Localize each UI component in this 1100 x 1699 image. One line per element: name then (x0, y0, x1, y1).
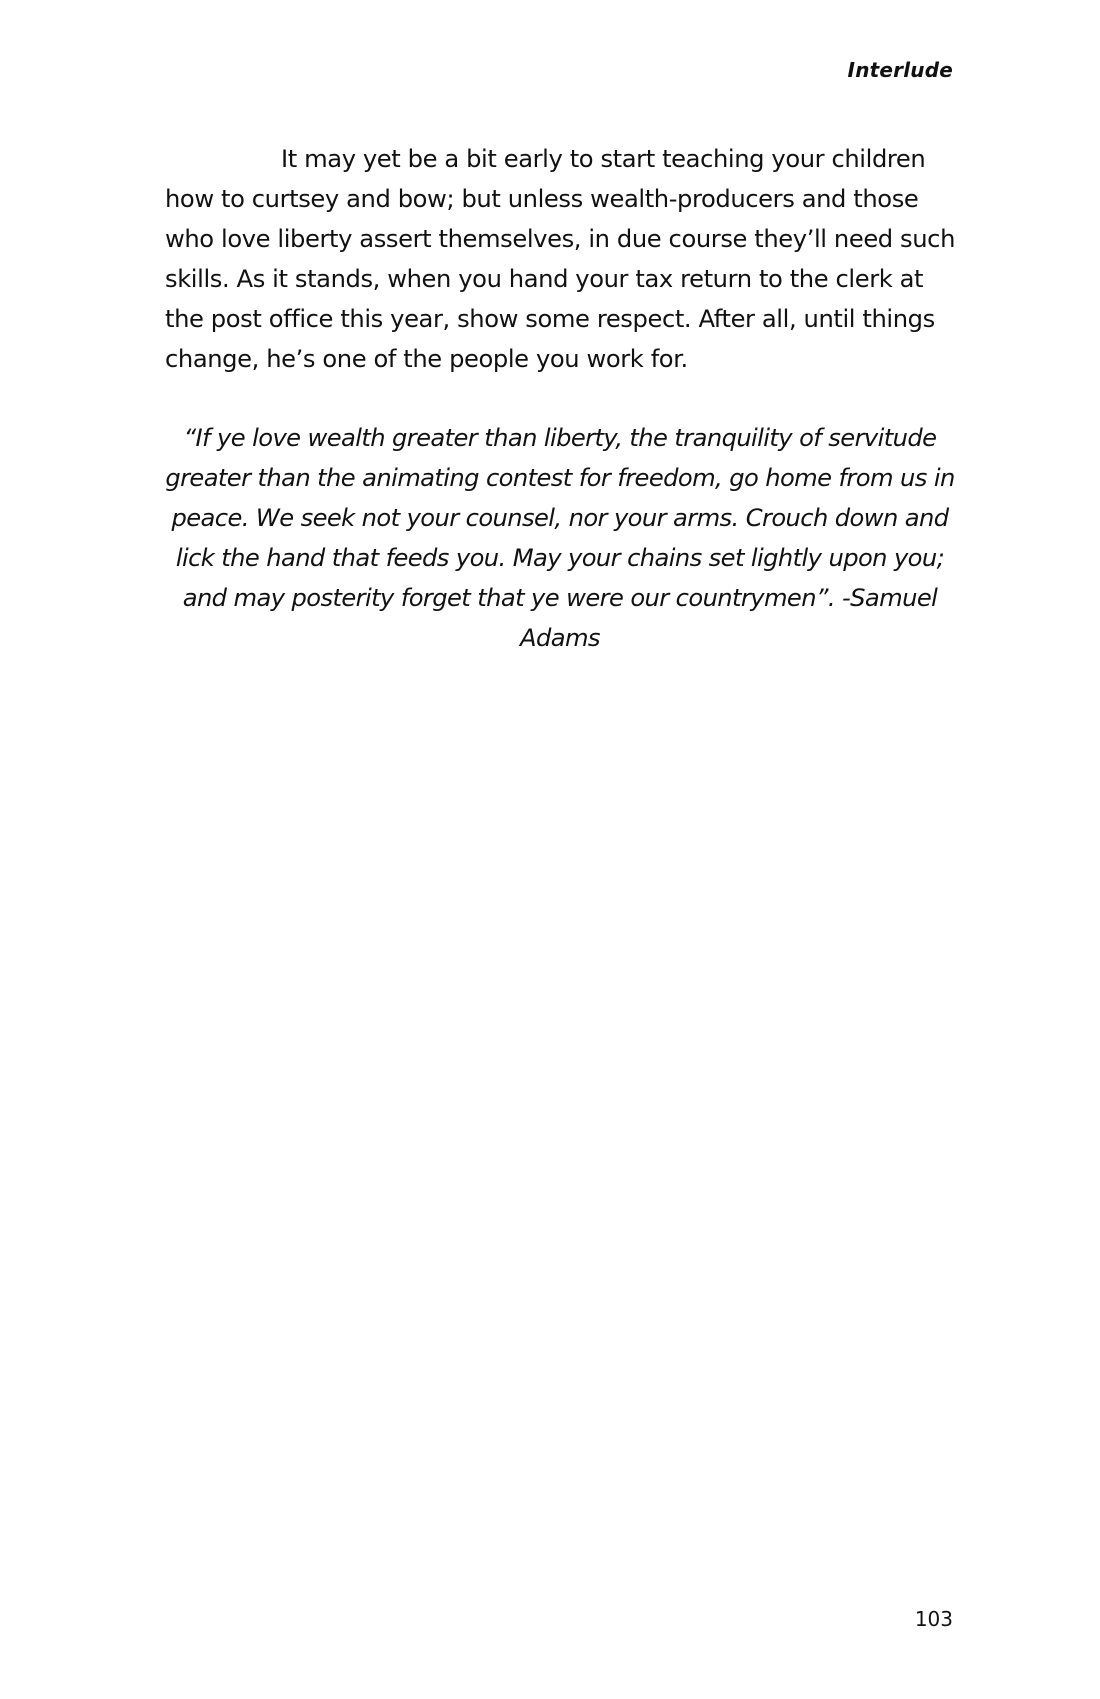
running-header: Interlude (847, 58, 953, 82)
page-number: 103 (914, 1607, 953, 1631)
epigraph-quote: “If ye love wealth greater than liberty, the tranquility of servitude greater than the animating contest for freedom, go home from us in peace. We seek not your counsel, nor your arms. Crouch down and lick the hand that feeds you. May your chains set lightly upon you; and may posterity forget that ye were our countrymen”. -Samuel Adams (165, 424, 955, 652)
body-paragraph: It may yet be a bit early to start teaching your children how to curtsey and bow; but unless wealth-producers and those who love liberty assert themselves, in due course they’ll need such skills. As it stands, when you hand your tax return to the clerk at the post office this year, show some respect. After all, until things change, he’s one of the people you work for. (165, 145, 956, 373)
